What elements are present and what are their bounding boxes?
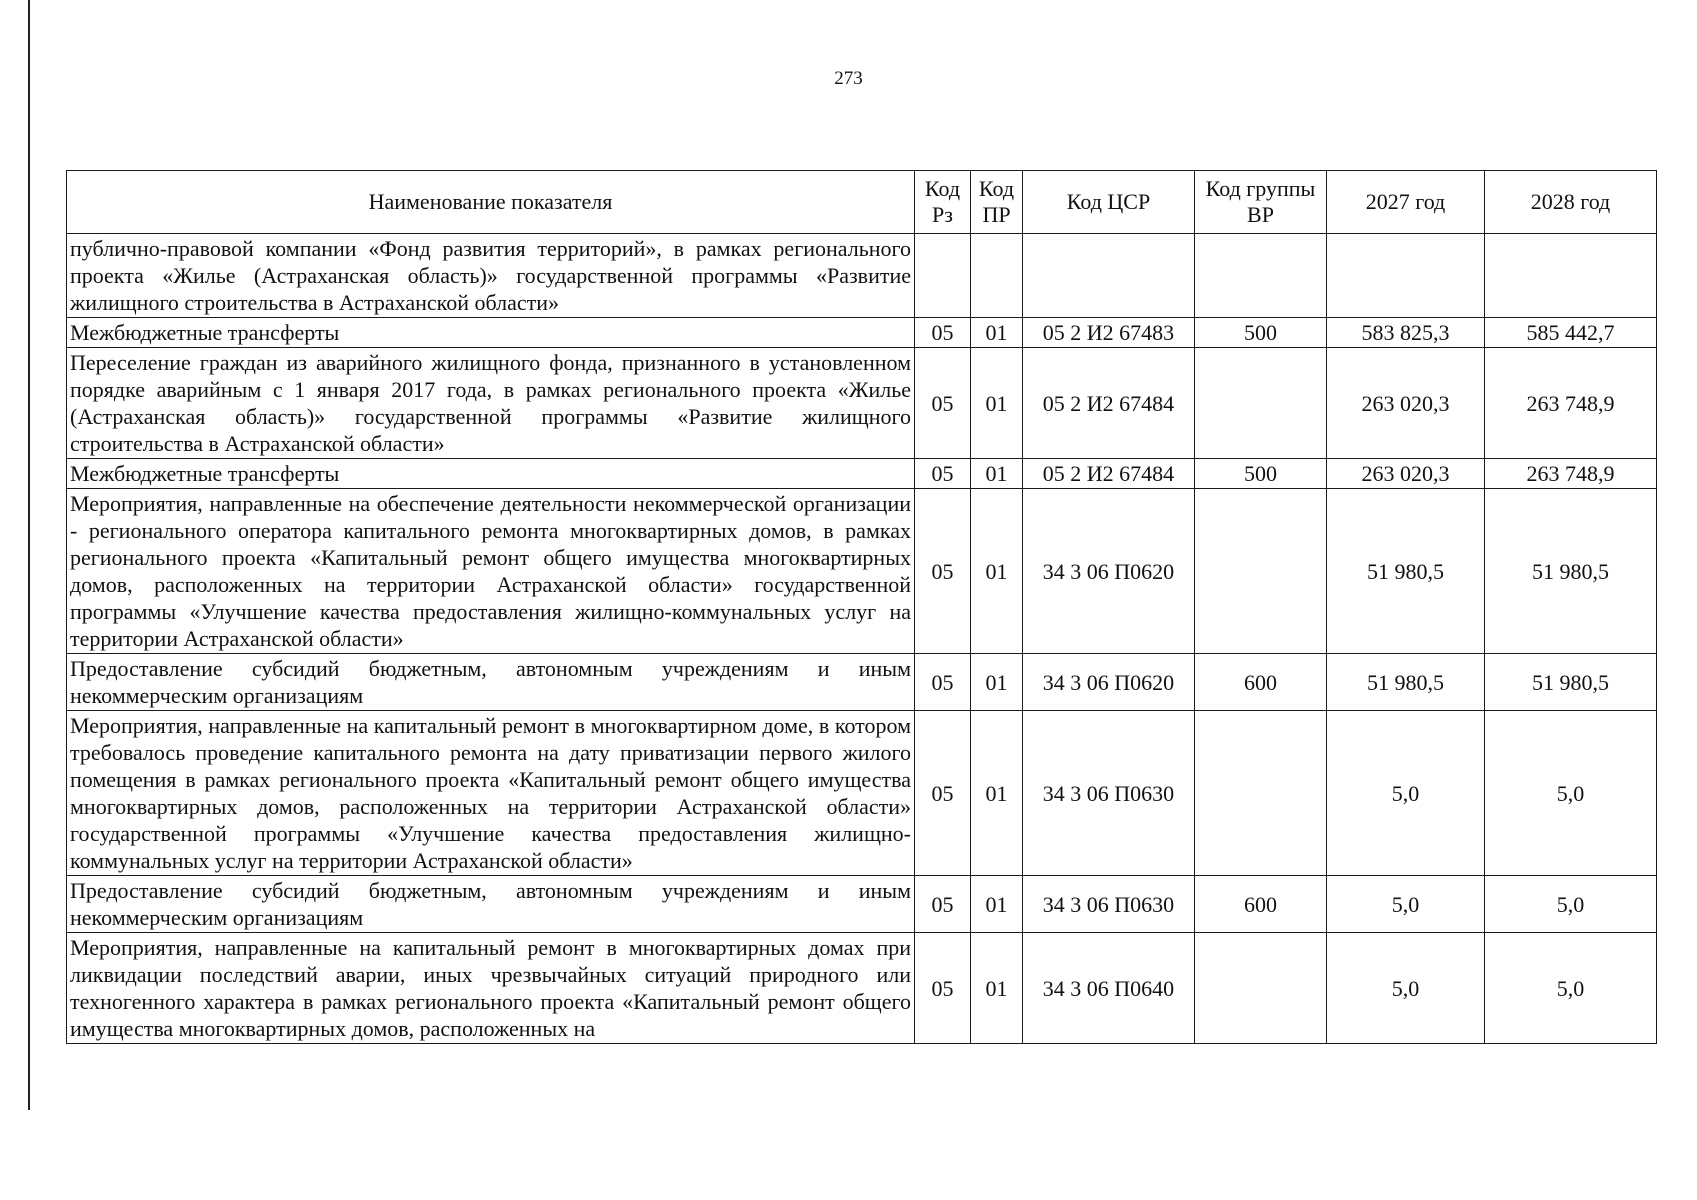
page-number: 273 (834, 68, 863, 89)
row-vr (1195, 933, 1327, 1044)
row-pr (971, 234, 1023, 318)
row-pr: 01 (971, 711, 1023, 876)
row-pr: 01 (971, 348, 1023, 459)
table-header-row (67, 171, 1657, 234)
row-vr: 600 (1195, 876, 1327, 933)
row-name: Предоставление субсидий бюджетным, автономным учреждениям и иным некоммерческим организациям (67, 876, 915, 933)
row-2028: 51 980,5 (1485, 489, 1657, 654)
row-vr (1195, 711, 1327, 876)
row-name: публично-правовой компании «Фонд развития территорий», в рамках регионального проекта «Жилье (Астраханская область)» государственной программы «Развитие жилищного строительства в Астраханской области» (67, 234, 915, 318)
row-2027: 263 020,3 (1327, 459, 1485, 489)
row-name: Мероприятия, направленные на капитальный ремонт в многоквартирном доме, в котором требовалось проведение капитального ремонта на дату приватизации первого жилого помещения в рамках регионального проекта «Капитальный ремонт общего имущества многоквартирных домов, расположенных на территории Астраханской области» государственной программы «Улучшение качества предоставления жилищно-коммунальных услуг на территории Астраханской области» (67, 711, 915, 876)
budget-table (66, 170, 1657, 1044)
row-2027: 583 825,3 (1327, 318, 1485, 348)
row-name: Межбюджетные трансферты (67, 318, 915, 348)
row-pr: 01 (971, 489, 1023, 654)
header-2028: 2028 год (1485, 171, 1657, 234)
table-row (67, 318, 1657, 348)
table-row (67, 459, 1657, 489)
row-csr: 05 2 И2 67483 (1023, 318, 1195, 348)
row-2028 (1485, 234, 1657, 318)
table-row (67, 654, 1657, 711)
row-2028: 263 748,9 (1485, 459, 1657, 489)
row-2027 (1327, 234, 1485, 318)
table-row (67, 711, 1657, 876)
row-name: Мероприятия, направленные на капитальный ремонт в многоквартирных домах при ликвидации последствий аварии, иных чрезвычайных ситуаций природного или техногенного характера в рамках регионального проекта «Капитальный ремонт общего имущества многоквартирных домов, расположенных на (67, 933, 915, 1044)
row-rz: 05 (915, 348, 971, 459)
row-pr: 01 (971, 933, 1023, 1044)
row-rz (915, 234, 971, 318)
row-vr: 500 (1195, 318, 1327, 348)
header-rz: Код Рз (915, 171, 971, 234)
row-vr (1195, 234, 1327, 318)
header-name: Наименование показателя (67, 171, 915, 234)
row-csr: 05 2 И2 67484 (1023, 348, 1195, 459)
row-csr: 34 3 06 П0620 (1023, 654, 1195, 711)
row-rz: 05 (915, 711, 971, 876)
row-rz: 05 (915, 654, 971, 711)
row-csr: 34 3 06 П0640 (1023, 933, 1195, 1044)
row-2028: 51 980,5 (1485, 654, 1657, 711)
header-vr: Код группы ВР (1195, 171, 1327, 234)
row-rz: 05 (915, 933, 971, 1044)
row-rz: 05 (915, 459, 971, 489)
table-row (67, 876, 1657, 933)
row-csr (1023, 234, 1195, 318)
row-2027: 51 980,5 (1327, 654, 1485, 711)
row-2027: 51 980,5 (1327, 489, 1485, 654)
row-2027: 5,0 (1327, 711, 1485, 876)
row-pr: 01 (971, 318, 1023, 348)
row-name: Мероприятия, направленные на обеспечение деятельности некоммерческой организации - регионального оператора капитального ремонта многоквартирных домов, в рамках регионального проекта «Капитальный ремонт общего имущества многоквартирных домов, расположенных на территории Астраханской области» государственной программы «Улучшение качества предоставления жилищно-коммунальных услуг на территории Астраханской области» (67, 489, 915, 654)
row-rz: 05 (915, 318, 971, 348)
table-row (67, 933, 1657, 1044)
row-vr: 500 (1195, 459, 1327, 489)
table-row (67, 489, 1657, 654)
row-pr: 01 (971, 876, 1023, 933)
table-row (67, 348, 1657, 459)
row-2028: 5,0 (1485, 933, 1657, 1044)
row-rz: 05 (915, 489, 971, 654)
row-2028: 585 442,7 (1485, 318, 1657, 348)
table-row (67, 234, 1657, 318)
row-2028: 5,0 (1485, 711, 1657, 876)
row-vr: 600 (1195, 654, 1327, 711)
row-csr: 05 2 И2 67484 (1023, 459, 1195, 489)
row-2028: 263 748,9 (1485, 348, 1657, 459)
row-pr: 01 (971, 459, 1023, 489)
row-rz: 05 (915, 876, 971, 933)
row-name: Переселение граждан из аварийного жилищного фонда, признанного в установленном порядке аварийным с 1 января 2017 года, в рамках регионального проекта «Жилье (Астраханская область)» государственной программы «Развитие жилищного строительства в Астраханской области» (67, 348, 915, 459)
row-pr: 01 (971, 654, 1023, 711)
binding-margin-line (28, 0, 30, 1110)
row-vr (1195, 348, 1327, 459)
row-csr: 34 3 06 П0630 (1023, 876, 1195, 933)
header-pr: Код ПР (971, 171, 1023, 234)
row-2027: 5,0 (1327, 933, 1485, 1044)
header-2027: 2027 год (1327, 171, 1485, 234)
row-vr (1195, 489, 1327, 654)
row-2028: 5,0 (1485, 876, 1657, 933)
row-csr: 34 3 06 П0630 (1023, 711, 1195, 876)
header-csr: Код ЦСР (1023, 171, 1195, 234)
row-name: Межбюджетные трансферты (67, 459, 915, 489)
row-2027: 263 020,3 (1327, 348, 1485, 459)
row-csr: 34 3 06 П0620 (1023, 489, 1195, 654)
row-name: Предоставление субсидий бюджетным, автономным учреждениям и иным некоммерческим организациям (67, 654, 915, 711)
row-2027: 5,0 (1327, 876, 1485, 933)
